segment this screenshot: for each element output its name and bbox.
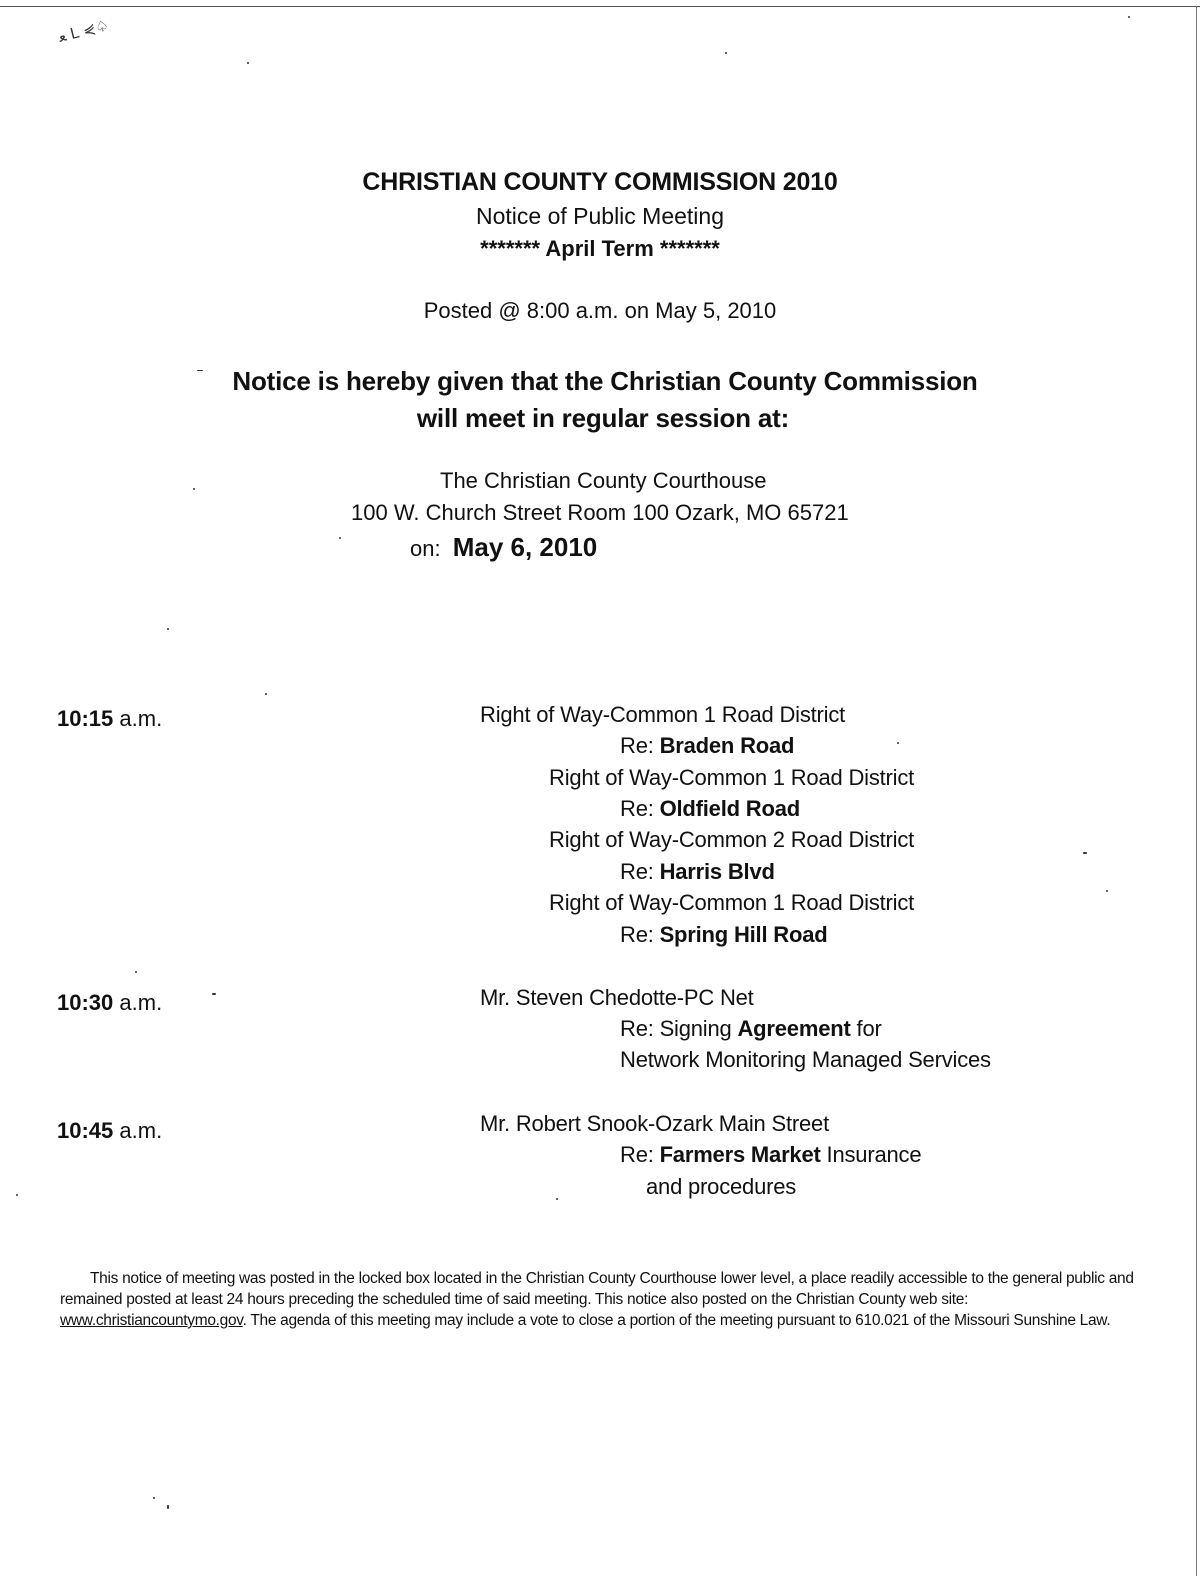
agenda-item-re: [620, 922, 827, 948]
scan-speck: [897, 742, 899, 744]
meeting-date-line: [410, 532, 597, 563]
re-subject: Farmers Market: [659, 1142, 821, 1167]
on-label: on:: [410, 536, 441, 561]
agenda-item-re-continued: and procedures: [646, 1174, 797, 1199]
agenda-time-ampm: a.m.: [119, 1118, 163, 1143]
agenda-item-re: [620, 1016, 882, 1042]
scan-speck: [1128, 16, 1130, 18]
agenda-item-heading: Right of Way-Common 1 Road District: [480, 702, 846, 727]
agenda-item-re: [620, 859, 775, 885]
re-subject: Agreement: [737, 1016, 851, 1041]
agenda-time: [57, 990, 162, 1016]
re-suffix: for: [856, 1016, 882, 1041]
re-suffix: Insurance: [826, 1142, 922, 1167]
re-label: Re:: [620, 796, 654, 821]
agenda-time-value: 10:30: [57, 990, 114, 1015]
scan-speck: [1106, 890, 1108, 892]
agenda-item-re: [620, 1142, 921, 1168]
re-label: Re:: [620, 1142, 654, 1167]
scan-speck: [167, 628, 169, 630]
agenda-speaker: Mr. Steven Chedotte-PC Net: [480, 985, 754, 1010]
re-subject: Harris Blvd: [659, 859, 775, 884]
agenda-item-re-continued: Network Monitoring Managed Services: [620, 1047, 991, 1072]
notice-line-1: Notice is hereby given that the Christian County Commission: [232, 366, 978, 396]
scan-speck: [193, 488, 195, 490]
agenda-time-ampm: a.m.: [119, 990, 163, 1015]
agenda-time: [57, 706, 162, 732]
scan-speck: [16, 1194, 18, 1196]
re-subject: Spring Hill Road: [659, 922, 828, 947]
agenda-time: [57, 1118, 162, 1144]
agenda-speaker: Mr. Robert Snook-Ozark Main Street: [480, 1111, 829, 1136]
agenda-time-value: 10:45: [57, 1118, 114, 1143]
website-link[interactable]: www.christiancountymo.gov: [60, 1312, 243, 1329]
re-prefix: Signing: [659, 1016, 732, 1041]
scan-speck: [153, 1497, 155, 1499]
agenda-item-re: [620, 796, 800, 822]
footer-text-2: . The agenda of this meeting may include a vote to close a portion of the meeting pursuant to 610.021 of the Missouri Sunshine Law.: [242, 1312, 1111, 1329]
page-title: CHRISTIAN COUNTY COMMISSION 2010: [362, 168, 838, 196]
re-label: Re:: [620, 1016, 654, 1041]
posted-timestamp: Posted @ 8:00 a.m. on May 5, 2010: [423, 298, 777, 323]
agenda-time-value: 10:15: [57, 706, 114, 731]
venue-address: 100 W. Church Street Room 100 Ozark, MO 65721: [351, 500, 849, 525]
top-border-line: [0, 6, 1200, 7]
re-label: Re:: [620, 922, 654, 947]
scan-speck: [339, 537, 341, 539]
scan-speck: [135, 971, 137, 973]
footer-text-1: This notice of meeting was posted in the locked box located in the Christian County Courthouse lower level, a place readily accessible to the general public and remained posted at least 24 hours preceding the scheduled time of said meeting. This notice also posted on the Christian County web site:: [60, 1270, 1134, 1308]
scan-speck: [556, 1198, 558, 1200]
scan-speck: [1083, 852, 1087, 854]
scan-speck: [265, 693, 267, 695]
agenda-item-heading: Right of Way-Common 1 Road District: [549, 890, 915, 915]
re-subject: Braden Road: [659, 733, 795, 758]
scan-speck: [247, 62, 249, 64]
term-label: ******* April Term *******: [480, 236, 720, 261]
scan-speck: [725, 52, 727, 54]
posting-footnote: [60, 1268, 1150, 1331]
agenda-item-heading: Right of Way-Common 1 Road District: [549, 765, 915, 790]
scan-speck: [212, 993, 216, 995]
meeting-date: May 6, 2010: [452, 532, 598, 562]
notice-line-2: will meet in regular session at:: [416, 403, 790, 433]
handwritten-mark: ﻌ ᒪ ⋞♤: [56, 16, 111, 46]
agenda-item-heading: Right of Way-Common 2 Road District: [549, 827, 915, 852]
agenda-time-ampm: a.m.: [119, 706, 163, 731]
re-label: Re:: [620, 859, 654, 884]
re-subject: Oldfield Road: [659, 796, 800, 821]
page-subtitle: Notice of Public Meeting: [475, 203, 724, 229]
scan-speck: [167, 1505, 169, 1509]
agenda-item-re: [620, 733, 794, 759]
re-label: Re:: [620, 733, 654, 758]
venue-name: The Christian County Courthouse: [440, 468, 767, 493]
